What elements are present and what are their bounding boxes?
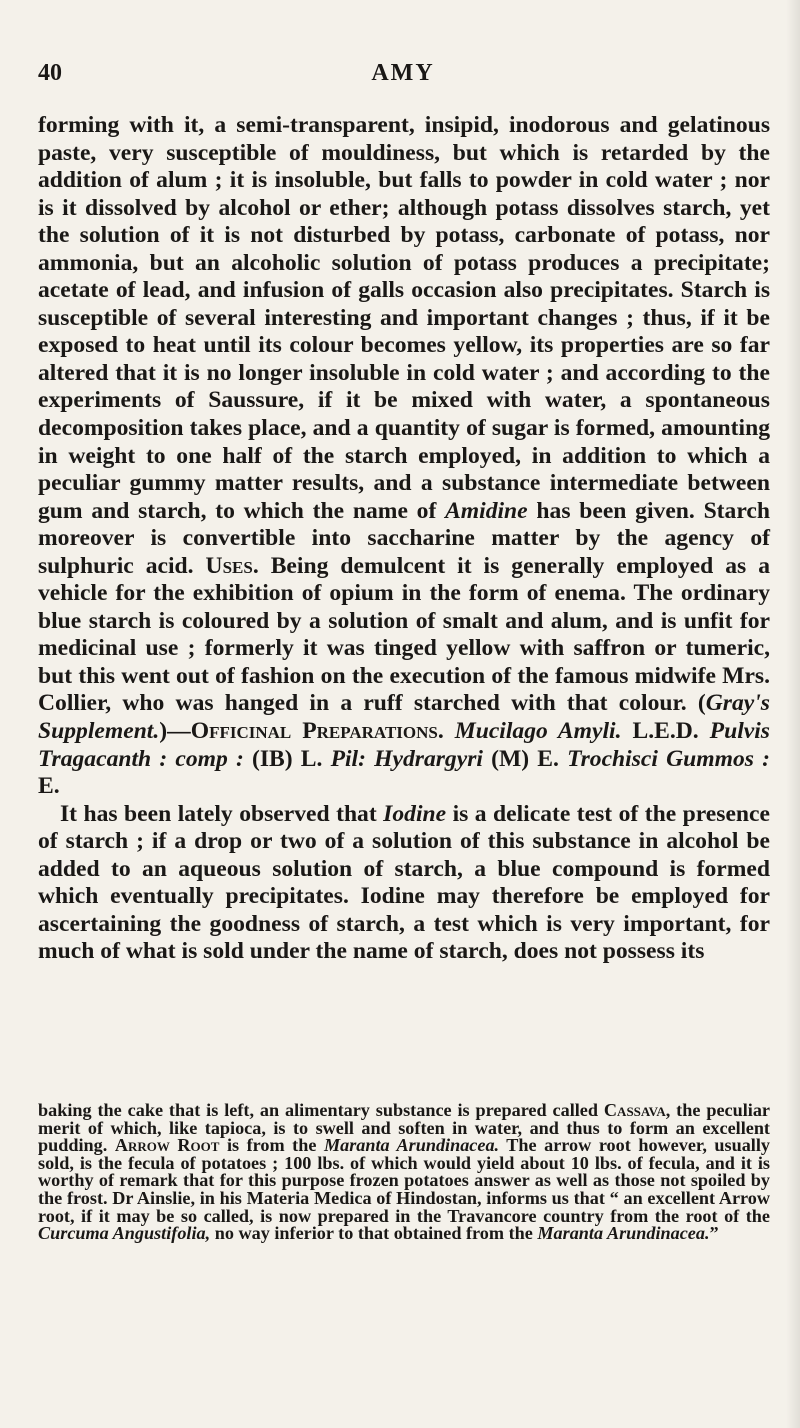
- text-run: is from the: [219, 1135, 324, 1156]
- text-run: )—: [159, 718, 191, 745]
- text-run: baking the cake that is left, an alimentary substance is prepared called: [38, 1100, 604, 1120]
- text-run: no way inferior to that obtained from the: [210, 1223, 538, 1244]
- preparation-mucilago: Mucilago Amyli.: [454, 718, 622, 745]
- text-run: ”: [709, 1223, 719, 1244]
- page-edge-shadow: [786, 0, 800, 1428]
- text-run: The arrow root however, usually sold, is the fecula of potatoes ; 100 lbs. of which would yield about 10 lbs. of fecula, and it is worthy of remark that for this purpose frozen potatoes answer as well as those not spoiled by the frost. Dr Ainslie, in his Materia Medica of Hindostan, informs us that “ an excellent Arrow root, if it may be so called, is now prepared in the Travancore country from the root of the: [38, 1135, 770, 1226]
- text-run: (M) E.: [482, 745, 568, 772]
- section-label-uses: Uses.: [205, 552, 259, 579]
- text-run: the peculiar merit of which, like tapioca, is to swell and soften in water, and thus to form an excellent pudding.: [38, 1100, 770, 1156]
- preparation-pulvis: Pulvis Tragacanth : comp :: [38, 718, 770, 772]
- preparation-pil: Pil: Hydrargyri: [330, 745, 483, 772]
- section-label-officinal: Officinal Preparations.: [190, 718, 444, 745]
- main-text: [38, 112, 770, 966]
- citation-gray: Gray's Supplement.: [38, 690, 770, 745]
- preparation-trochisci: Trochisci Gummos :: [567, 745, 770, 772]
- page-number: 40: [38, 60, 62, 86]
- paragraph-iodine-test: [38, 801, 770, 966]
- term-arrow-root: Arrow Root: [114, 1135, 220, 1156]
- text-run: It has been lately observed that: [60, 800, 384, 827]
- term-curcuma: Curcuma Angustifolia,: [38, 1223, 211, 1244]
- page-header: [38, 60, 768, 90]
- text-run: (IB) L.: [243, 745, 331, 772]
- footnote: [38, 1102, 770, 1243]
- footnote-text: [38, 1102, 770, 1243]
- text-run: forming with it, a semi-transparent, insipid, inodorous and gelatinous paste, very susceptible of mouldiness, but which is retarded by the addition of alum ; it is insoluble, but falls to powder in cold water ; nor is it dissolved by alcohol or ether; although potass dissolves starch, yet the solution of it is not disturbed by potass, carbonate of potass, nor ammonia, but an alcoholic solution of potass produces a precipitate; acetate of lead, and infusion of galls occasion also precipitates. Starch is susceptible of several interesting and important changes ; thus, if it be exposed to heat until its colour becomes yellow, its properties are so far altered that it is no longer insoluble in cold water ; and according to the experiments of Saussure, if it be mixed with water, a spontaneous decomposition takes place, and a quantity of sugar is formed, amounting in weight to one half of the starch employed, in addition to which a peculiar gummy matter results, and a substance intermediate between gum and starch, to which the name of: [38, 112, 770, 524]
- paragraph-starch-properties: [38, 112, 770, 801]
- term-maranta: Maranta Arundinacea.: [323, 1135, 500, 1156]
- text-run: L.E.D.: [621, 718, 710, 745]
- term-maranta: Maranta Arundinacea.: [537, 1223, 710, 1244]
- term-cassava: Cassava,: [603, 1100, 671, 1120]
- text-run: Being demulcent it is generally employed as a vehicle for the exhibition of opium in the form of enema. The ordinary blue starch is coloured by a solution of smalt and alum, and is unfit for medicinal use ; formerly it was tinged yellow with saffron or tumeric, but this went out of fashion on the execution of the famous midwife Mrs. Collier, who was hanged in a ruff starched with that colour. (: [38, 552, 771, 717]
- term-amidine: Amidine: [445, 497, 528, 524]
- term-iodine: Iodine: [383, 800, 447, 827]
- text-run: E.: [38, 773, 60, 800]
- text-run: has been given. Starch moreover is convertible into saccharine matter by the agency of sulphuric acid.: [38, 497, 770, 579]
- text-run: [444, 718, 455, 744]
- running-head: AMY: [371, 60, 435, 86]
- text-run: is a delicate test of the presence of starch ; if a drop or two of a solution of this substance in alcohol be added to an aqueous solution of starch, a blue compound is formed which eventually precipitates. Iodine may therefore be employed for ascertaining the goodness of starch, a test which is very important, for much of what is sold under the name of starch, does not possess its: [38, 800, 770, 965]
